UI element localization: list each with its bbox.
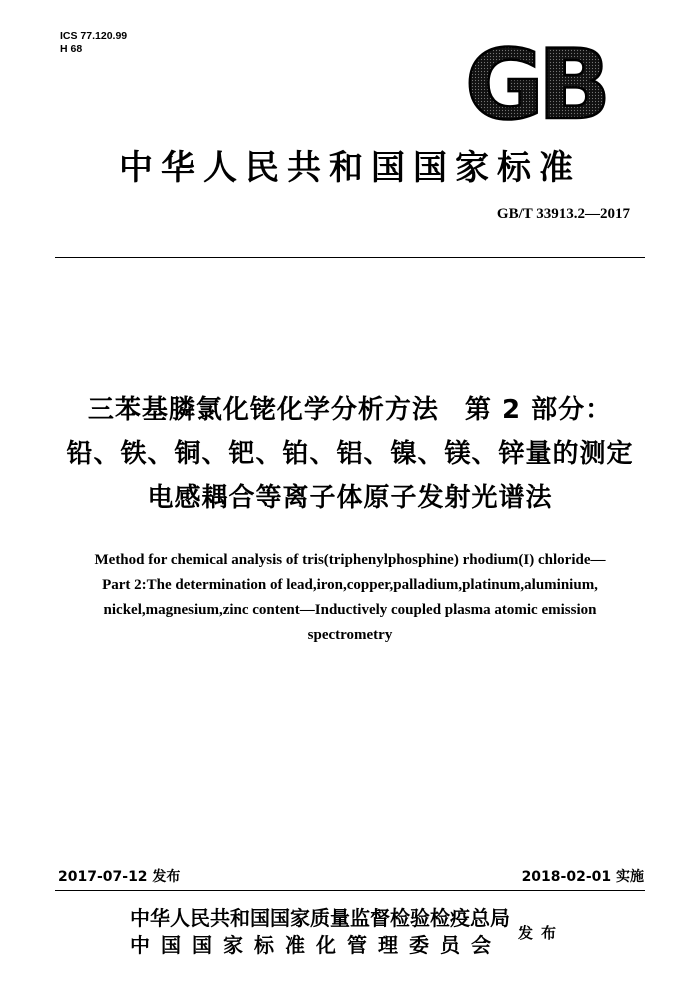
standard-title: 中华人民共和国国家标准 [119, 148, 581, 188]
issuer-line-2: 中国国家标准化管理委员会 [130, 933, 502, 957]
chinese-title-line-1 [0, 388, 700, 432]
top-divider [55, 257, 645, 258]
english-title [40, 548, 660, 648]
publish-label: 发布 [518, 924, 565, 942]
chinese-title [0, 388, 700, 520]
english-title-line-1: Method for chemical analysis of tris(triphenylphosphine) rhodium(I) chloride— [94, 552, 606, 568]
bottom-divider [55, 890, 645, 891]
gb-logo-text: GB [465, 40, 605, 126]
standard-code: GB/T 33913.2—2017 [496, 206, 630, 222]
english-title-line-3: nickel,magnesium,zinc content—Inductively coupled plasma atomic emission [103, 602, 597, 618]
chinese-title-line-2: 铅、铁、铜、钯、铂、铝、镍、镁、锌量的测定 [66, 439, 634, 469]
issuer-line-1: 中华人民共和国国家质量监督检验检疫总局 [130, 906, 510, 930]
chinese-title-line-3: 电感耦合等离子体原子发射光谱法 [147, 483, 553, 513]
chinese-title-line-1b: 第 2 部分： [464, 395, 613, 425]
ccs-code: H 68 [60, 43, 83, 55]
issue-date: 2017-07-12 发布 [58, 869, 181, 885]
gb-logo [462, 40, 608, 126]
chinese-title-line-1a: 三苯基膦氯化铑化学分析方法 [87, 395, 439, 425]
english-title-line-2: Part 2:The determination of lead,iron,copper,palladium,platinum,aluminium, [102, 577, 598, 593]
classification-codes [60, 30, 127, 56]
english-title-line-4: spectrometry [307, 627, 393, 643]
issuing-authorities [130, 905, 510, 959]
ics-code: ICS 77.120.99 [60, 30, 128, 42]
implementation-date: 2018-02-01 实施 [521, 869, 644, 885]
